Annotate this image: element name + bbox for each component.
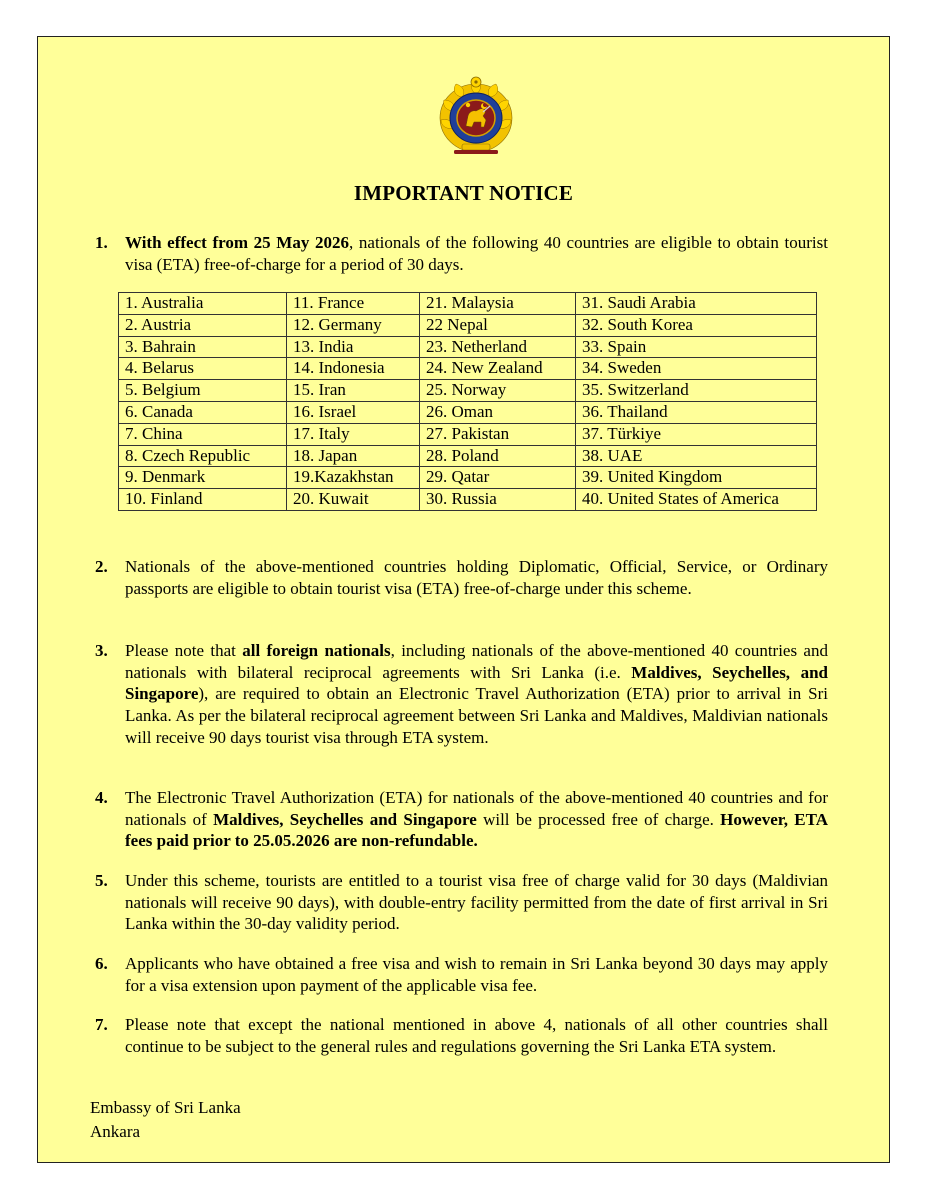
notice-item-4 bbox=[95, 787, 828, 852]
item-number: 1. bbox=[95, 233, 108, 252]
notice-item-2 bbox=[95, 556, 828, 599]
emphasis-non-refundable: However, ETA fees paid prior to 25.05.2026 are non-refundable. bbox=[125, 809, 828, 851]
country-cell: 39. United Kingdom bbox=[576, 467, 817, 489]
item-text: Please note that except the national mentioned in above 4, nationals of all other countries shall continue to be subject to the general rules and regulations governing the Sri Lanka ETA system. bbox=[125, 1015, 828, 1056]
item-text bbox=[125, 787, 828, 852]
country-row bbox=[119, 358, 817, 380]
country-cell: 21. Malaysia bbox=[420, 293, 576, 315]
country-cell: 33. Spain bbox=[576, 336, 817, 358]
item-text-body: ), are required to obtain an Electronic Travel Authorization (ETA) prior to arrival in Sri Lanka. As per the bilateral reciprocal agreement between Sri Lanka and Maldives, Maldivian nationals will receive 90 days tourist visa through ETA system. bbox=[125, 684, 828, 747]
notice-item-3 bbox=[95, 640, 828, 749]
item-text: Under this scheme, tourists are entitled to a tourist visa free of charge valid for 30 days (Maldivian nationals will receive 90 days), with double-entry facility permitted from the date of first arrival in Sri Lanka within the 30-day validity period. bbox=[125, 871, 828, 934]
country-cell: 6. Canada bbox=[119, 401, 287, 423]
item-text bbox=[125, 232, 828, 275]
notice-item-7 bbox=[95, 1014, 828, 1057]
notice-item-6 bbox=[95, 953, 828, 996]
country-row bbox=[119, 489, 817, 511]
notice-item-1 bbox=[95, 232, 828, 275]
country-cell: 15. Iran bbox=[287, 380, 420, 402]
country-cell: 18. Japan bbox=[287, 445, 420, 467]
notice-item-5 bbox=[95, 870, 828, 935]
country-cell: 24. New Zealand bbox=[420, 358, 576, 380]
item-number: 3. bbox=[95, 641, 108, 660]
country-cell: 34. Sweden bbox=[576, 358, 817, 380]
emphasis-reciprocal-countries: Maldives, Seychelles, and Singapore bbox=[125, 662, 828, 704]
country-cell: 23. Netherland bbox=[420, 336, 576, 358]
item-text bbox=[125, 640, 828, 749]
signature-embassy: Embassy of Sri Lanka bbox=[90, 1098, 241, 1117]
country-cell: 9. Denmark bbox=[119, 467, 287, 489]
country-cell: 3. Bahrain bbox=[119, 336, 287, 358]
country-cell: 16. Israel bbox=[287, 401, 420, 423]
item-text-body: , including nationals of the above-mentioned 40 countries and nationals with bilateral reciprocal agreements with Sri Lanka (i.e. bbox=[125, 641, 828, 682]
country-cell: 40. United States of America bbox=[576, 489, 817, 511]
country-cell: 5. Belgium bbox=[119, 380, 287, 402]
country-row bbox=[119, 293, 817, 315]
country-row bbox=[119, 314, 817, 336]
country-cell: 19.Kazakhstan bbox=[287, 467, 420, 489]
country-cell: 25. Norway bbox=[420, 380, 576, 402]
country-cell: 29. Qatar bbox=[420, 467, 576, 489]
country-row bbox=[119, 336, 817, 358]
country-cell: 27. Pakistan bbox=[420, 423, 576, 445]
country-cell: 2. Austria bbox=[119, 314, 287, 336]
country-row bbox=[119, 380, 817, 402]
country-cell: 10. Finland bbox=[119, 489, 287, 511]
item-number: 7. bbox=[95, 1015, 108, 1034]
country-cell: 31. Saudi Arabia bbox=[576, 293, 817, 315]
item-text-body: The Electronic Travel Authorization (ETA) for nationals of the above-mentioned 40 countries and for nationals of bbox=[125, 788, 828, 829]
country-cell: 38. UAE bbox=[576, 445, 817, 467]
item-text: Nationals of the above-mentioned countries holding Diplomatic, Official, Service, or Ordinary passports are eligible to obtain tourist visa (ETA) free-of-charge under this scheme. bbox=[125, 557, 828, 598]
signature-city: Ankara bbox=[90, 1122, 141, 1141]
notice-title: IMPORTANT NOTICE bbox=[353, 181, 574, 205]
emphasis-reciprocal-countries: Maldives, Seychelles and Singapore bbox=[213, 809, 477, 829]
item-text-body: Please note that bbox=[125, 641, 243, 660]
country-row bbox=[119, 401, 817, 423]
country-cell: 8. Czech Republic bbox=[119, 445, 287, 467]
country-cell: 17. Italy bbox=[287, 423, 420, 445]
country-cell: 37. Türkiye bbox=[576, 423, 817, 445]
item-number: 5. bbox=[95, 871, 108, 890]
country-cell: 20. Kuwait bbox=[287, 489, 420, 511]
country-cell: 1. Australia bbox=[119, 293, 287, 315]
item-text-body: will be processed free of charge. bbox=[476, 809, 721, 829]
country-cell: 22 Nepal bbox=[420, 314, 576, 336]
country-row bbox=[119, 423, 817, 445]
country-cell: 12. Germany bbox=[287, 314, 420, 336]
item-number: 6. bbox=[95, 954, 108, 973]
sri-lanka-state-emblem-icon bbox=[436, 72, 516, 156]
item-number: 2. bbox=[95, 557, 108, 576]
signature-block bbox=[90, 1096, 241, 1144]
country-cell: 13. India bbox=[287, 336, 420, 358]
item-text: Applicants who have obtained a free visa and wish to remain in Sri Lanka beyond 30 days may apply for a visa extension upon payment of the applicable visa fee. bbox=[125, 954, 828, 995]
item-text-body: , nationals of the following 40 countries are eligible to obtain tourist visa (ETA) free-of-charge for a period of 30 days. bbox=[125, 233, 828, 274]
emphasis-all-foreign-nationals: all foreign nationals bbox=[242, 641, 391, 660]
countries-table bbox=[118, 292, 817, 511]
country-cell: 4. Belarus bbox=[119, 358, 287, 380]
item-number: 4. bbox=[95, 788, 108, 807]
country-cell: 35. Switzerland bbox=[576, 380, 817, 402]
country-cell: 30. Russia bbox=[420, 489, 576, 511]
country-cell: 26. Oman bbox=[420, 401, 576, 423]
effective-date-lead: With effect from 25 May 2026 bbox=[125, 233, 349, 252]
country-cell: 7. China bbox=[119, 423, 287, 445]
country-row bbox=[119, 445, 817, 467]
country-cell: 11. France bbox=[287, 293, 420, 315]
country-cell: 28. Poland bbox=[420, 445, 576, 467]
country-row bbox=[119, 467, 817, 489]
country-cell: 36. Thailand bbox=[576, 401, 817, 423]
country-cell: 14. Indonesia bbox=[287, 358, 420, 380]
country-cell: 32. South Korea bbox=[576, 314, 817, 336]
